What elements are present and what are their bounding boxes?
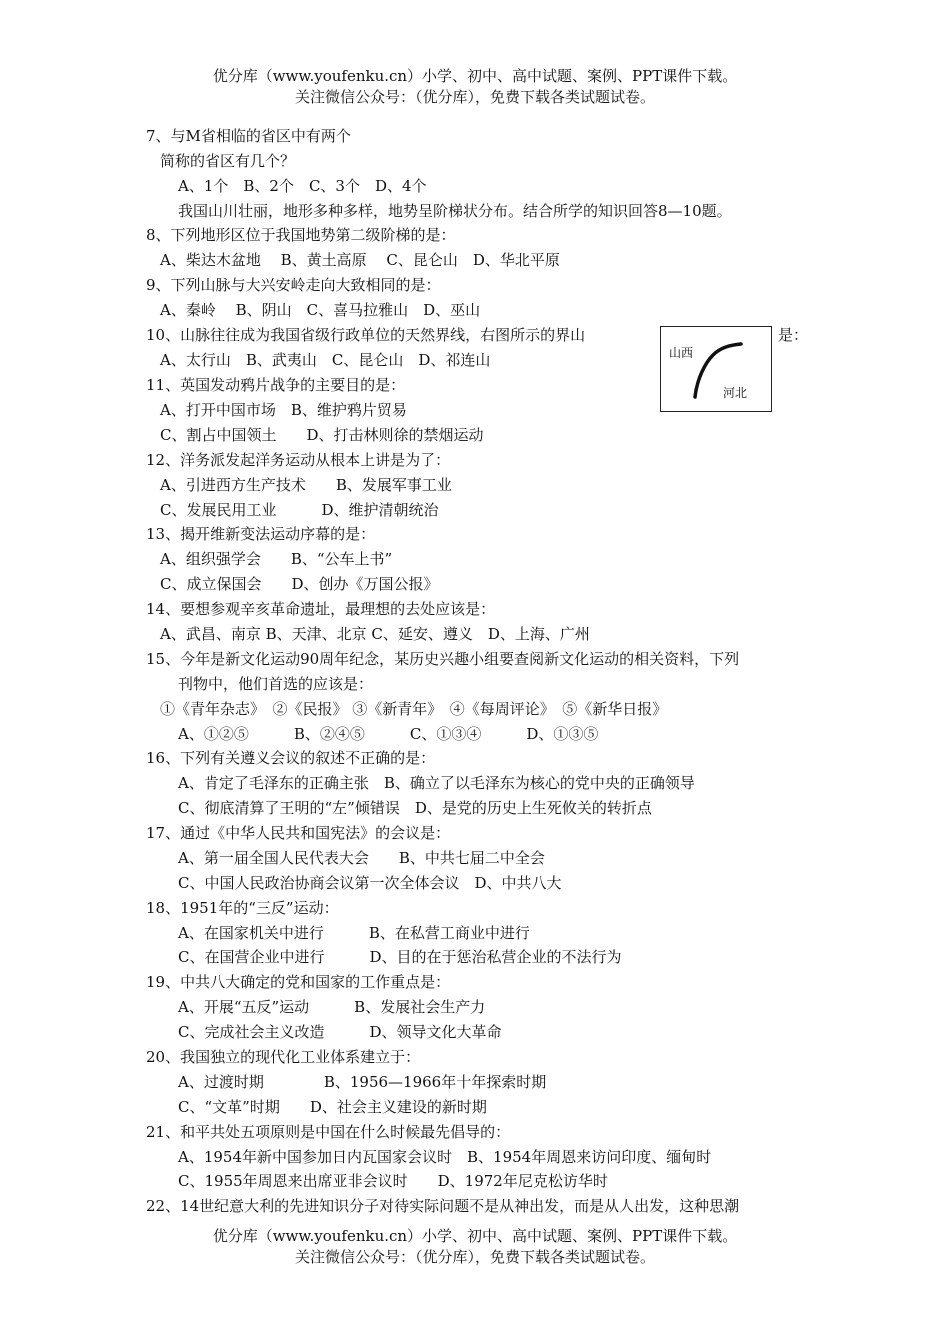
q7-stem: 7、与M省相临的省区中有两个	[146, 127, 351, 145]
q15-options: A、①②⑤ B、②④⑤ C、①③④ D、①③⑤	[178, 725, 599, 743]
q9-stem: 9、下列山脉与大兴安岭走向大致相同的是：	[146, 276, 441, 294]
q8-options: A、柴达木盆地 B、黄土高原 C、昆仑山 D、华北平原	[160, 251, 560, 269]
q10-stem-end: 是：	[778, 326, 809, 344]
q8-stem: 8、下列地形区位于我国地势第二级阶梯的是：	[146, 226, 456, 244]
q19-options-ab: A、开展“五反”运动 B、发展社会生产力	[178, 998, 486, 1016]
footer-line-1: 优分库（www.youfenku.cn）小学、初中、高中试题、案例、PPT课件下载。	[212, 1227, 738, 1245]
boundary-mountain-map	[660, 326, 772, 412]
q7-options: A、1个 B、2个 C、3个 D、4个	[178, 177, 427, 195]
q7-stem-cont: 简称的省区有几个？	[160, 152, 296, 170]
footer-line-2: 关注微信公众号：（优分库），免费下载各类试题试卷。	[294, 1248, 655, 1266]
q13-stem: 13、揭开维新变法运动序幕的是：	[146, 525, 376, 543]
q17-stem: 17、通过《中华人民共和国宪法》的会议是：	[146, 824, 451, 842]
q19-options-cd: C、完成社会主义改造 D、领导文化大革命	[178, 1023, 502, 1041]
header-line-2: 关注微信公众号：（优分库），免费下载各类试题试卷。	[294, 88, 655, 106]
q17-options-cd: C、中国人民政治协商会议第一次全体会议 D、中共八大	[178, 874, 562, 892]
q11-options-cd: C、割占中国领土 D、打击林则徐的禁烟运动	[160, 426, 484, 444]
q15-items: ①《青年杂志》 ②《民报》 ③《新青年》 ④《每周评论》 ⑤《新华日报》	[160, 700, 668, 718]
q15-stem-cont: 刊物中，他们首选的应该是：	[178, 675, 374, 693]
q19-stem: 19、中共八大确定的党和国家的工作重点是：	[146, 973, 451, 991]
q12-options-cd: C、发展民用工业 D、维护清朝统治	[160, 501, 439, 519]
q12-stem: 12、洋务派发起洋务运动从根本上讲是为了：	[146, 451, 451, 469]
q14-stem: 14、要想参观辛亥革命遗址，最理想的去处应该是：	[146, 600, 496, 618]
q21-options-ab: A、1954年新中国参加日内瓦国家会议时 B、1954年周恩来访问印度、缅甸时	[178, 1148, 712, 1166]
q12-options-ab: A、引进西方生产技术 B、发展军事工业	[160, 476, 452, 494]
q10-options: A、太行山 B、武夷山 C、昆仑山 D、祁连山	[160, 351, 491, 369]
q18-options-ab: A、在国家机关中进行 B、在私营工商业中进行	[178, 924, 530, 942]
q15-stem: 15、今年是新文化运动90周年纪念，某历史兴趣小组要查阅新文化运动的相关资料，下列	[146, 650, 740, 668]
q11-options-ab: A、打开中国市场 B、维护鸦片贸易	[160, 401, 407, 419]
q20-options-cd: C、“文革”时期 D、社会主义建设的新时期	[178, 1098, 487, 1116]
q21-options-cd: C、1955年周恩来出席亚非会议时 D、1972年尼克松访华时	[178, 1172, 608, 1190]
q16-options-ab: A、肯定了毛泽东的正确主张 B、确立了以毛泽东为核心的党中央的正确领导	[178, 774, 695, 792]
q21-stem: 21、和平共处五项原则是中国在什么时候最先倡导的：	[146, 1123, 511, 1141]
q20-options-ab: A、过渡时期 B、1956—1966年十年探索时期	[178, 1073, 547, 1091]
q10-stem: 10、山脉往往成为我国省级行政单位的天然界线，右图所示的界山	[146, 326, 586, 344]
q9-options: A、秦岭 B、阴山 C、喜马拉雅山 D、巫山	[160, 301, 481, 319]
q14-options: A、武昌、南京 B、天津、北京 C、延安、遵义 D、上海、广州	[160, 625, 590, 643]
q13-options-ab: A、组织强学会 B、“公车上书”	[160, 550, 393, 568]
header-line-1: 优分库（www.youfenku.cn）小学、初中、高中试题、案例、PPT课件下载。	[212, 67, 738, 85]
q13-options-cd: C、成立保国会 D、创办《万国公报》	[160, 575, 439, 593]
page-footer	[0, 1226, 950, 1268]
q17-options-ab: A、第一届全国人民代表大会 B、中共七届二中全会	[178, 849, 545, 867]
q16-stem: 16、下列有关遵义会议的叙述不正确的是：	[146, 749, 436, 767]
q18-options-cd: C、在国营企业中进行 D、目的在于惩治私营企业的不法行为	[178, 948, 622, 966]
q20-stem: 20、我国独立的现代化工业体系建立于：	[146, 1048, 421, 1066]
q11-stem: 11、英国发动鸦片战争的主要目的是：	[146, 376, 406, 394]
map-label-hebei: 河北	[723, 386, 748, 400]
q16-options-cd: C、彻底清算了王明的“左”倾错误 D、是党的历史上生死攸关的转折点	[178, 799, 652, 817]
q22-stem: 22、14世纪意大利的先进知识分子对待实际问题不是从神出发，而是从人出发，这种思潮	[146, 1197, 740, 1215]
q8-10-intro: 我国山川壮丽，地形多种多样，地势呈阶梯状分布。结合所学的知识回答8—10题。	[178, 202, 732, 220]
map-label-shanxi: 山西	[669, 346, 694, 360]
page-header	[0, 66, 950, 108]
q18-stem: 18、1951年的“三反”运动：	[146, 899, 339, 917]
boundary-line-diagram	[661, 327, 773, 413]
